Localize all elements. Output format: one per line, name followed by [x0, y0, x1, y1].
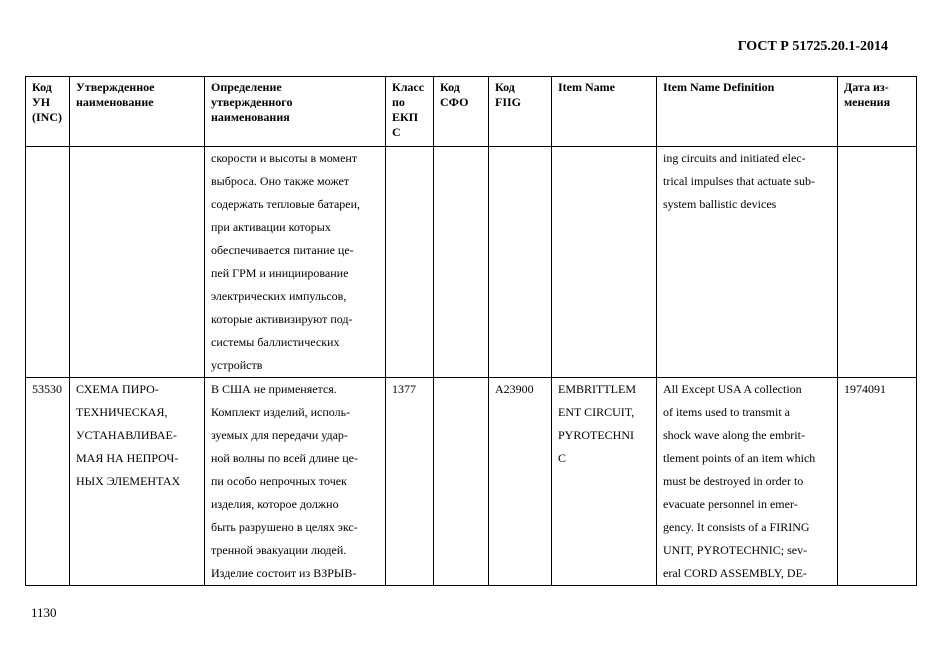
cell-line: shock wave along the embrit- [663, 428, 805, 442]
cell-line: МАЯ НА НЕПРОЧ- [76, 451, 179, 465]
header-col-date [838, 77, 917, 147]
cell-line: ной волны по всей длине це- [211, 451, 358, 465]
cell-item-name [552, 147, 657, 378]
header-line: наименования [211, 110, 290, 124]
cell-line: тренной эвакуации людей. [211, 543, 347, 557]
header-line: по [392, 95, 405, 109]
table-row [26, 147, 917, 378]
header-col-approved-name [70, 77, 205, 147]
cell-line: пи особо непрочных точек [211, 474, 347, 488]
cell-line: UNIT, PYROTECHNIC; sev- [663, 543, 808, 557]
cell-definition [205, 378, 386, 586]
cell-fiig [489, 147, 552, 378]
cell-line: of items used to transmit a [663, 405, 790, 419]
cell-line: скорости и высоты в момент [211, 151, 358, 165]
cell-line: электрических импульсов, [211, 289, 347, 303]
header-col-definition [205, 77, 386, 147]
header-col-fiig [489, 77, 552, 147]
header-line: утвержденного [211, 95, 293, 109]
cell-line: устройств [211, 358, 263, 372]
cell-class [386, 147, 434, 378]
header-line: С [392, 125, 401, 139]
cell-line: при активации которых [211, 220, 331, 234]
cell-approved-name [70, 147, 205, 378]
header-line: ЕКП [392, 110, 419, 124]
cell-line: Комплект изделий, исполь- [211, 405, 351, 419]
cell-line: зуемых для передачи удар- [211, 428, 348, 442]
cell-line: пей ГРМ и инициирование [211, 266, 349, 280]
cell-line: tlement points of an item which [663, 451, 816, 465]
header-col-item-definition [657, 77, 838, 147]
cell-line: trical impulses that actuate sub- [663, 174, 815, 188]
header-line: менения [844, 95, 891, 109]
cell-line: выброса. Оно также может [211, 174, 350, 188]
cell-line: содержать тепловые батареи, [211, 197, 361, 211]
cell-line: 1974091 [844, 382, 886, 396]
cell-line: Изделие состоит из ВЗРЫВ- [211, 566, 357, 580]
header-line: (INC) [32, 110, 62, 124]
cell-line: All Except USA A collection [663, 382, 802, 396]
header-line: Код [495, 80, 515, 94]
cell-sfo [434, 378, 489, 586]
header-line: СФО [440, 95, 469, 109]
header-line: УН [32, 95, 51, 109]
cell-line: НЫХ ЭЛЕМЕНТАХ [76, 474, 181, 488]
cell-line: 53530 [32, 382, 62, 396]
cell-line: УСТАНАВЛИВАЕ- [76, 428, 177, 442]
cell-line: изделия, которое должно [211, 497, 339, 511]
cell-line: must be destroyed in order to [663, 474, 804, 488]
cell-item-definition [657, 378, 838, 586]
cell-line: 1377 [392, 382, 416, 396]
header-line: наименование [76, 95, 154, 109]
header-line: Код [32, 80, 52, 94]
cell-line: которые активизируют под- [211, 312, 353, 326]
header-col-inc [26, 77, 70, 147]
cell-date [838, 147, 917, 378]
cell-line: СХЕМА ПИРО- [76, 382, 159, 396]
header-line: FIIG [495, 95, 522, 109]
cell-item-definition [657, 147, 838, 378]
cell-line: обеспечивается питание це- [211, 243, 354, 257]
cell-line: C [558, 451, 567, 465]
header-line: Дата из- [844, 80, 889, 94]
header-line: Определение [211, 80, 282, 94]
cell-line: системы баллистических [211, 335, 340, 349]
table-header-row [26, 77, 917, 147]
cell-line: быть разрушено в целях экс- [211, 520, 358, 534]
cell-line: ENT CIRCUIT, [558, 405, 635, 419]
cell-line: ing circuits and initiated elec- [663, 151, 806, 165]
cell-definition [205, 147, 386, 378]
header-col-class [386, 77, 434, 147]
cell-line: eral CORD ASSEMBLY, DE- [663, 566, 807, 580]
cell-inc [26, 147, 70, 378]
cell-date [838, 378, 917, 586]
header-line: Утвержденное [76, 80, 155, 94]
cell-inc [26, 378, 70, 586]
cell-line: evacuate personnel in emer- [663, 497, 798, 511]
cell-approved-name [70, 378, 205, 586]
cell-line: В США не применяется. [211, 382, 337, 396]
cell-sfo [434, 147, 489, 378]
cell-fiig [489, 378, 552, 586]
header-line: Item Name Definition [663, 80, 775, 94]
cell-line: PYROTECHNI [558, 428, 635, 442]
header-col-item-name [552, 77, 657, 147]
header-col-sfo [434, 77, 489, 147]
cell-line: gency. It consists of a FIRING [663, 520, 810, 534]
page-number: 1130 [31, 605, 57, 620]
table-row [26, 378, 917, 586]
header-line: Код [440, 80, 460, 94]
document-standard-code: ГОСТ Р 51725.20.1-2014 [737, 39, 888, 54]
header-line: Класс [392, 80, 425, 94]
cell-class [386, 378, 434, 586]
cell-line: system ballistic devices [663, 197, 777, 211]
catalog-table [25, 76, 917, 586]
cell-line: A23900 [495, 382, 534, 396]
cell-line: ТЕХНИЧЕСКАЯ, [76, 405, 168, 419]
header-line: Item Name [558, 80, 615, 94]
cell-item-name [552, 378, 657, 586]
cell-line: EMBRITTLEM [558, 382, 636, 396]
